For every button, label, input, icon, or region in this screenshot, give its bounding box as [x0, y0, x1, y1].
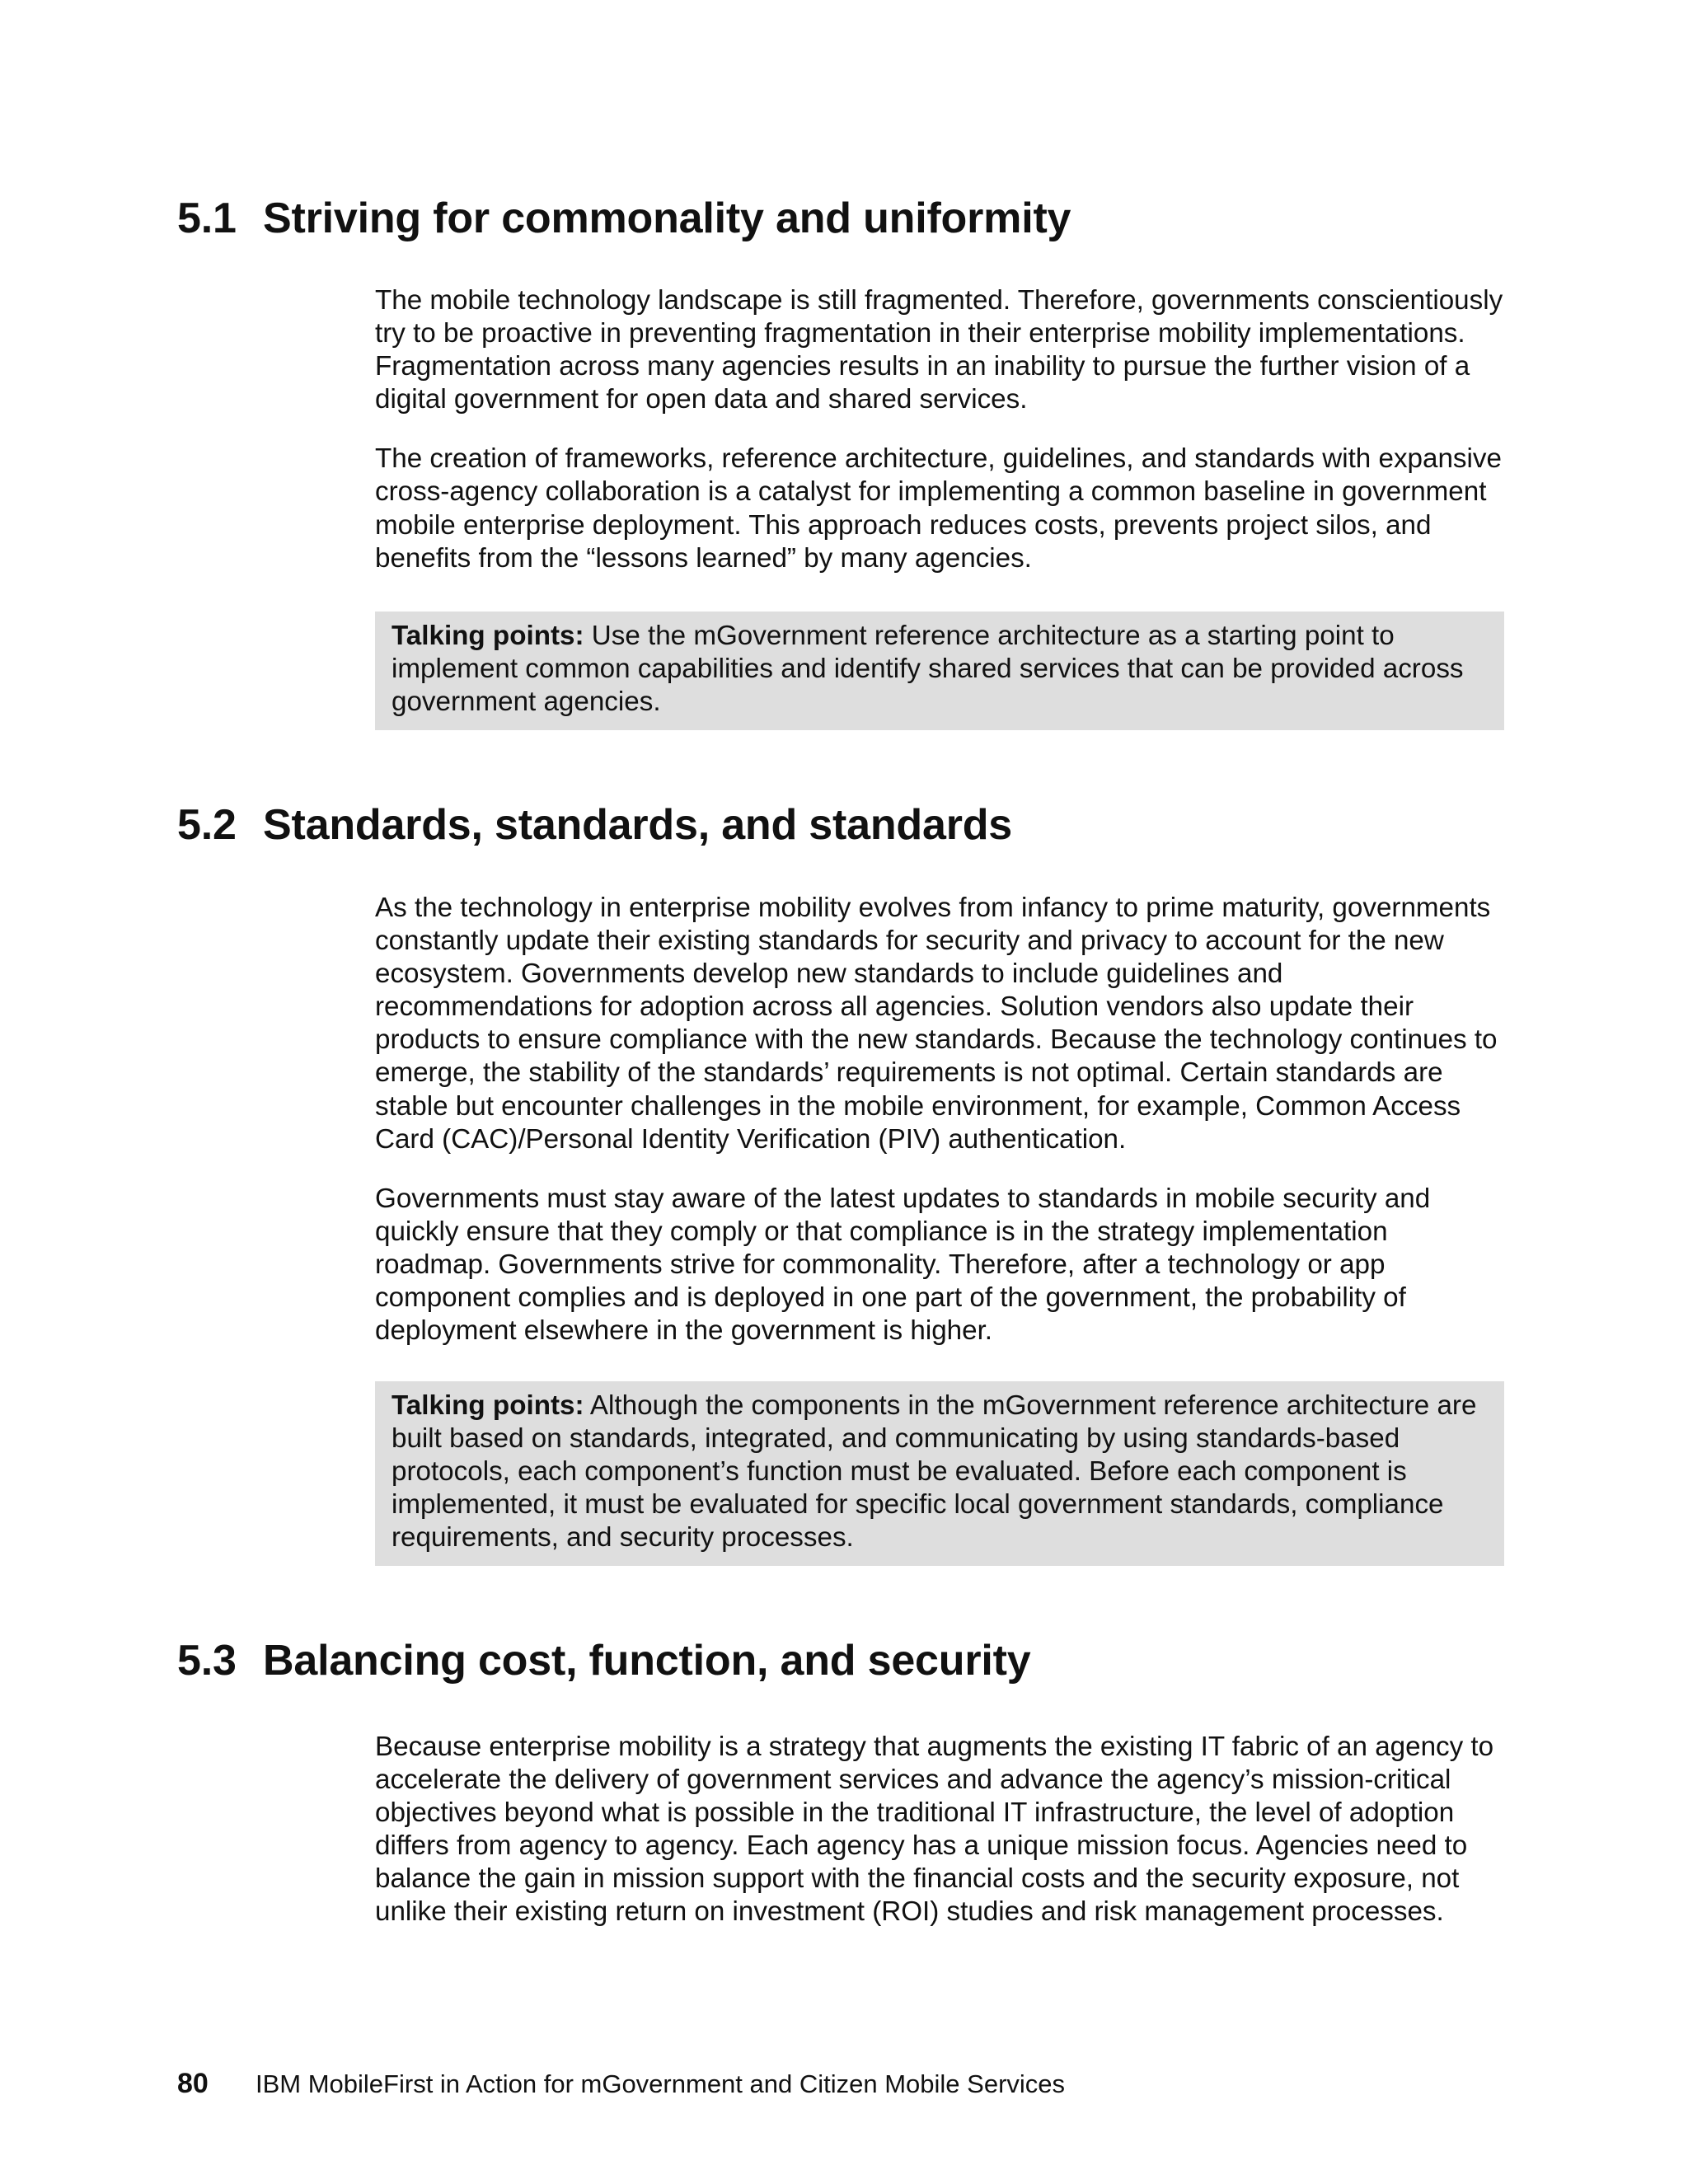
talking-points-callout	[375, 1381, 1504, 1566]
section-title: Balancing cost, function, and security	[263, 1637, 1031, 1685]
callout-text	[392, 620, 1489, 719]
section-title: Striving for commonality and uniformity	[263, 194, 1071, 242]
section-body-5-2	[375, 892, 1504, 1347]
page-number: 80	[177, 2068, 209, 2099]
section-heading-5-2	[177, 801, 1012, 851]
section-body-5-3	[375, 1731, 1504, 1929]
paragraph: Governments must stay aware of the latest updates to standards in mobile security and quickly ensure that they comply or that compliance is in the strategy implementation roadmap. Governments strive for commonality. Therefore, after a technology or app component complies and is deployed in one part of the government, the probability of deployment elsewhere in the government is higher.	[375, 1183, 1431, 1347]
section-number: 5.3	[177, 1637, 237, 1685]
section-heading-5-3	[177, 1637, 1030, 1686]
paragraph: As the technology in enterprise mobility evolves from infancy to prime maturity, governments constantly update their existing standards for security and privacy to account for the new ecosystem. Governments develop new standards to include guidelines and recommendations for adoption across all agencies. Solution vendors also update their products to ensure compliance with the new standards. Because the technology continues to emerge, the stability of the standards’ requirements is not optimal. Certain standards are stable but encounter challenges in the mobile environment, for example, Common Access Card (CAC)/Personal Identity Verification (PIV) authentication.	[375, 893, 1498, 1155]
callout-label: Talking points:	[392, 621, 584, 651]
book-title: IBM MobileFirst in Action for mGovernment and Citizen Mobile Services	[256, 2069, 1066, 2098]
callout-body: Although the components in the mGovernment reference architecture are built based on standards, integrated, and communicating by using standards-based protocols, each component’s function must be evaluated. Before each component is implemented, it must be evaluated for specific local government standards, compliance requirements, and security processes.	[392, 1390, 1477, 1554]
section-number: 5.2	[177, 801, 237, 849]
talking-points-callout	[375, 612, 1504, 730]
paragraph: The creation of frameworks, reference architecture, guidelines, and standards with expansive cross-agency collaboration is a catalyst for implementing a common baseline in government mobile enterprise deployment. This approach reduces costs, prevents project silos, and benefits from the “lessons learned” by many agencies.	[375, 443, 1502, 574]
callout-text	[392, 1390, 1489, 1554]
page-footer	[177, 2067, 1065, 2101]
section-number: 5.1	[177, 194, 237, 242]
section-heading-5-1	[177, 194, 1071, 244]
callout-label: Talking points:	[392, 1390, 584, 1421]
paragraph: Because enterprise mobility is a strategy that augments the existing IT fabric of an agency to accelerate the delivery of government services and advance the agency’s mission-critical objectives beyond what is possible in the traditional IT infrastructure, the level of adoption differs from agency to agency. Each agency has a unique mission focus. Agencies need to balance the gain in mission support with the financial costs and the security exposure, not unlike their existing return on investment (ROI) studies and risk management processes.	[375, 1732, 1494, 1928]
paragraph: The mobile technology landscape is still fragmented. Therefore, governments conscientiously try to be proactive in preventing fragmentation in their enterprise mobility implementations. Fragmentation across many agencies results in an inability to pursue the further vision of a digital government for open data and shared services.	[375, 285, 1503, 415]
section-title: Standards, standards, and standards	[263, 801, 1013, 849]
section-body-5-1	[375, 284, 1504, 575]
callout-body: Use the mGovernment reference architecture as a starting point to implement common capabilities and identify shared services that can be provided across government agencies.	[392, 621, 1464, 718]
